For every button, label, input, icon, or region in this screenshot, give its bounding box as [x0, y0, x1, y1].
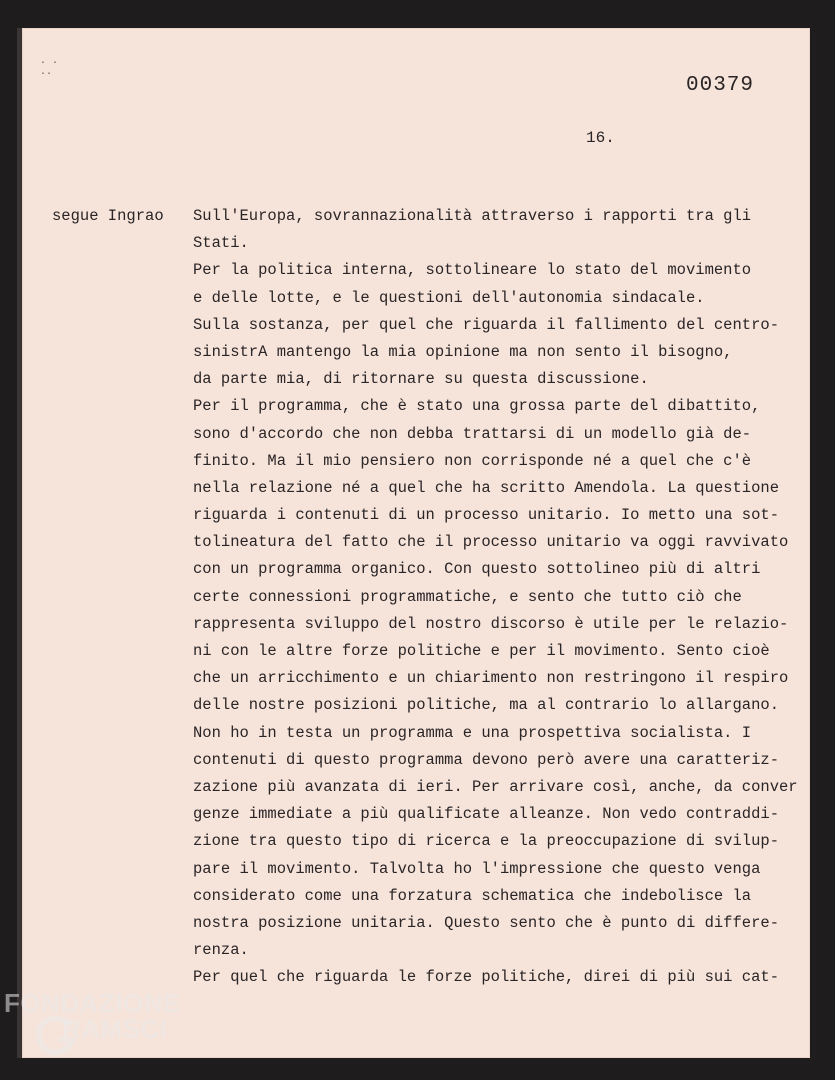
speaker-label: segue Ingrao [52, 207, 164, 225]
text-line: nella relazione né a quel che ha scritto Amendola. La questione [193, 478, 779, 497]
text-line: da parte mia, di ritornare su questa discussione. [193, 370, 649, 389]
typed-text-body [193, 203, 803, 991]
text-line: e delle lotte, e le questioni dell'autonomia sindacale. [193, 288, 705, 307]
text-line: certe connessioni programmatiche, e sento che tutto ciò che [193, 587, 742, 606]
text-line: Per la politica interna, sottolineare lo stato del movimento [193, 261, 752, 280]
watermark-line-2: RAMSCI [62, 1014, 168, 1044]
text-line: nostra posizione unitaria. Questo sento che è punto di differe- [193, 913, 779, 932]
page-number: 16. [586, 129, 615, 147]
text-line: pare il movimento. Talvolta ho l'impressione che questo venga [193, 859, 761, 878]
text-line: ni con le altre forze politiche e per il movimento. Sento cioè [193, 642, 770, 660]
text-line: rappresenta sviluppo del nostro discorso è utile per le relazio- [193, 614, 789, 633]
text-line: Sulla sostanza, per quel che riguarda il fallimento del centro- [193, 315, 779, 334]
archive-document-number: 00379 [686, 74, 755, 97]
text-line: Stati. [193, 234, 249, 253]
text-line: considerato come una forzatura schematica che indebolisce la [193, 886, 752, 905]
text-line: zione tra questo tipo di ricerca e la preoccupazione di svilup- [193, 832, 779, 851]
text-line: riguarda i contenuti di un processo unitario. Io metto una sot- [193, 506, 779, 525]
fondazione-gramsci-watermark [4, 986, 214, 1076]
text-line: Per il programma, che è stato una grossa parte del dibattito, [193, 397, 761, 416]
text-line: con un programma organico. Con questo sottolineo più di altri [193, 560, 761, 579]
text-line: Sull'Europa, sovrannazionalità attraverso i rapporti tra gli [193, 207, 752, 225]
text-line: sinistrA mantengo la mia opinione ma non sento il bisogno, [193, 342, 733, 361]
text-line: tolineatura del fatto che il processo unitario va oggi ravvivato [193, 533, 789, 552]
text-line: contenuti di questo programma devono però avere una caratteriz- [193, 750, 779, 769]
text-line: Per quel che riguarda le forze politiche, direi di più sui cat- [193, 968, 779, 987]
text-line: delle nostre posizioni politiche, ma al contrario lo allargano. [193, 696, 779, 715]
watermark-line-1: FONDAZIONE [4, 988, 181, 1018]
text-line: che un arricchimento e un chiarimento non restringono il respiro [193, 669, 789, 688]
text-line: sono d'accordo che non debba trattarsi di un modello già de- [193, 424, 752, 443]
text-line: zazione più avanzata di ieri. Per arrivare così, anche, da conver [193, 777, 798, 796]
text-line: renza. [193, 941, 249, 960]
text-line: finito. Ma il mio pensiero non corrisponde né a quel che c'è [193, 451, 752, 470]
paper-specks: · · ·· [40, 58, 59, 80]
text-line: genze immediate a più qualificate alleanze. Non vedo contraddi- [193, 805, 779, 824]
text-line: Non ho in testa un programma e una prospettiva socialista. I [193, 723, 752, 742]
